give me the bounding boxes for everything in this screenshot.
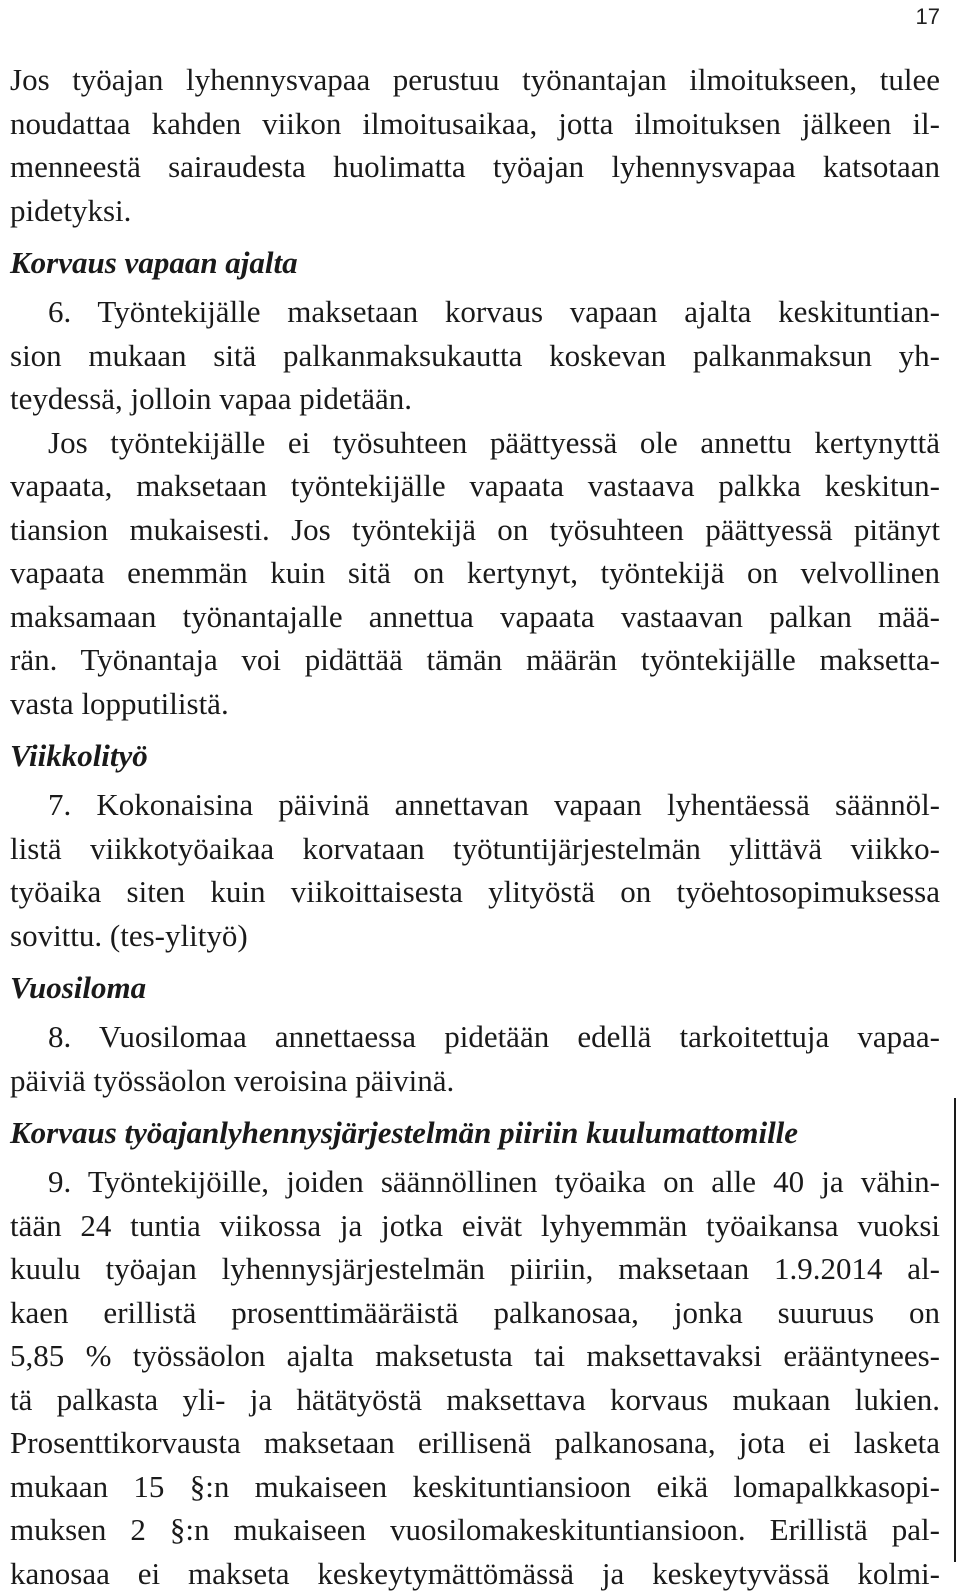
paragraph-8 (10, 1015, 940, 1102)
text-line: 9. Työntekijöille, joiden säännöllinen työaika on alle 40 ja vähin- (10, 1160, 940, 1204)
text-line: tiansion mukaisesti. Jos työntekijä on työsuhteen päättyessä pitänyt (10, 508, 940, 552)
text-line: teydessä, jolloin vapaa pidetään. (10, 377, 940, 421)
text-line: vasta lopputilistä. (10, 682, 940, 726)
text-line: tään 24 tuntia viikossa ja jotka eivät lyhyemmän työaikansa vuoksi (10, 1204, 940, 1248)
paragraph-9 (10, 1160, 940, 1595)
text-line: maksamaan työnantajalle annettua vapaata vastaavan palkan mää- (10, 595, 940, 639)
heading-korvaus-piiriin-kuulumattomille: Korvaus työajanlyhennysjärjestelmän piiriin kuulumattomille (10, 1110, 940, 1156)
text-line: työaika siten kuin viikoittaisesta ylityöstä on työehtosopimuksessa (10, 870, 940, 914)
text-line: Jos työntekijälle ei työsuhteen päättyessä ole annettu kertynyttä (10, 421, 940, 465)
text-line: sion mukaan sitä palkanmaksukautta koskevan palkanmaksun yh- (10, 334, 940, 378)
text-line: päiviä työssäolon veroisina päivinä. (10, 1059, 940, 1103)
text-line: 7. Kokonaisina päivinä annettavan vapaan lyhentäessä säännöl- (10, 783, 940, 827)
paragraph-6 (10, 290, 940, 421)
text-line: sovittu. (tes-ylityö) (10, 914, 940, 958)
text-line: vapaata, maksetaan työntekijälle vapaata vastaava palkka keskitun- (10, 464, 940, 508)
text-line: listä viikkotyöaikaa korvataan työtuntijärjestelmän ylittävä viikko- (10, 827, 940, 871)
text-line: mukaan 15 §:n mukaiseen keskituntiansioon eikä lomapalkkasopi- (10, 1465, 940, 1509)
text-line: vapaata enemmän kuin sitä on kertynyt, työntekijä on velvollinen (10, 551, 940, 595)
text-line: menneestä sairaudesta huolimatta työajan lyhennysvapaa katsotaan (10, 145, 940, 189)
text-line: kaen erillistä prosenttimääräistä palkanosaa, jonka suuruus on (10, 1291, 940, 1335)
text-line: rän. Työnantaja voi pidättää tämän määrän työntekijälle maksetta- (10, 638, 940, 682)
heading-viikkolityo: Viikkolityö (10, 733, 940, 779)
text-line: Prosenttikorvausta maksetaan erillisenä palkanosana, jota ei lasketa (10, 1421, 940, 1465)
paragraph-7 (10, 783, 940, 957)
text-line: muksen 2 §:n mukaiseen vuosilomakeskituntiansioon. Erillistä pal- (10, 1508, 940, 1552)
document-body (10, 58, 940, 1595)
text-line: 5,85 % työssäolon ajalta maksetusta tai maksettavaksi erääntynees- (10, 1334, 940, 1378)
text-line: Jos työajan lyhennysvapaa perustuu työnantajan ilmoitukseen, tulee (10, 58, 940, 102)
heading-korvaus-vapaan-ajalta: Korvaus vapaan ajalta (10, 240, 940, 286)
revision-change-bar (954, 1098, 956, 1562)
text-line: kuulu työajan lyhennysjärjestelmän piiriin, maksetaan 1.9.2014 al- (10, 1247, 940, 1291)
text-line: 8. Vuosilomaa annettaessa pidetään edellä tarkoitettuja vapaa- (10, 1015, 940, 1059)
paragraph-intro (10, 58, 940, 232)
text-line: kanosaa ei makseta keskeytymättömässä ja keskeytyvässä kolmi- (10, 1552, 940, 1595)
paragraph-6-continued (10, 421, 940, 726)
text-line: noudattaa kahden viikon ilmoitusaikaa, jotta ilmoituksen jälkeen il- (10, 102, 940, 146)
text-line: pidetyksi. (10, 189, 940, 233)
text-line: 6. Työntekijälle maksetaan korvaus vapaan ajalta keskituntian- (10, 290, 940, 334)
page-number: 17 (916, 4, 940, 30)
heading-vuosiloma: Vuosiloma (10, 965, 940, 1011)
text-line: tä palkasta yli- ja hätätyöstä maksettava korvaus mukaan lukien. (10, 1378, 940, 1422)
